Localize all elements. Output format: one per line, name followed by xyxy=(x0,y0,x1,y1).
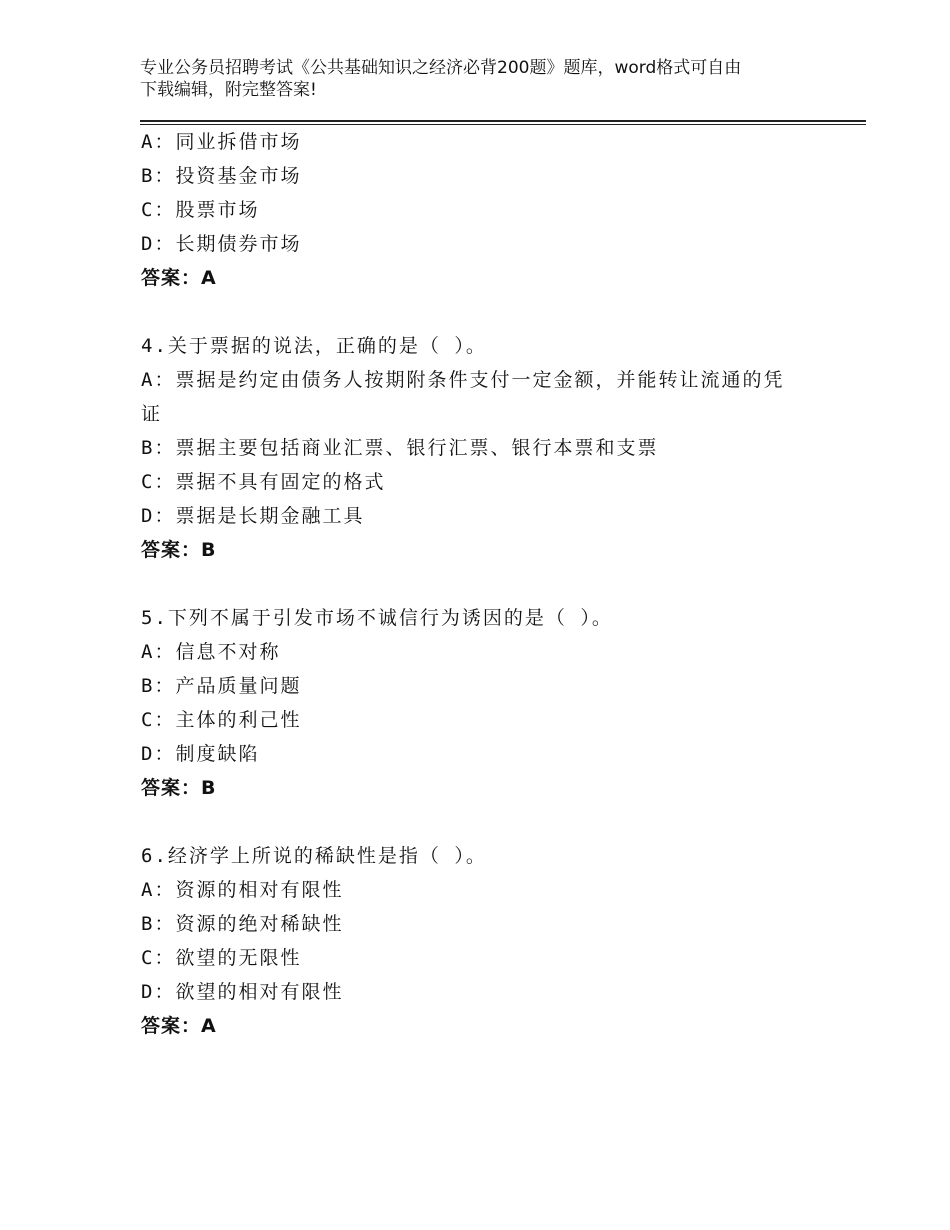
header-divider-thick xyxy=(140,120,866,122)
question-5 xyxy=(141,601,821,805)
answer-label: 答案：A xyxy=(141,267,217,289)
option-d: D：欲望的相对有限性 xyxy=(141,981,344,1003)
option-d: D：制度缺陷 xyxy=(141,743,260,765)
option-a: A：票据是约定由债务人按期附条件支付一定金额，并能转让流通的凭 xyxy=(141,369,785,391)
spacer xyxy=(141,805,821,839)
option-b: B：投资基金市场 xyxy=(141,165,302,187)
option-d: D：票据是长期金融工具 xyxy=(141,505,365,527)
question-list xyxy=(141,125,821,1043)
option-c: C：主体的利己性 xyxy=(141,709,302,731)
option-c: C：票据不具有固定的格式 xyxy=(141,471,386,493)
option-b: B：产品质量问题 xyxy=(141,675,302,697)
question-stem: 5.下列不属于引发市场不诚信行为诱因的是（ ）。 xyxy=(141,607,613,629)
option-a: A：信息不对称 xyxy=(141,641,281,663)
option-a-continued: 证 xyxy=(141,403,163,425)
answer-label: 答案：A xyxy=(141,1015,217,1037)
option-b: B：资源的绝对稀缺性 xyxy=(141,913,344,935)
spacer xyxy=(141,567,821,601)
question-stem: 4.关于票据的说法，正确的是（ ）。 xyxy=(141,335,487,357)
option-c: C：股票市场 xyxy=(141,199,260,221)
answer-label: 答案：B xyxy=(141,539,217,561)
question-6 xyxy=(141,839,821,1043)
option-a: A：同业拆借市场 xyxy=(141,131,302,153)
page-header xyxy=(140,57,820,101)
answer-label: 答案：B xyxy=(141,777,217,799)
option-d: D：长期债券市场 xyxy=(141,233,302,255)
spacer xyxy=(141,295,821,329)
option-c: C：欲望的无限性 xyxy=(141,947,302,969)
question-stem: 6.经济学上所说的稀缺性是指（ ）。 xyxy=(141,845,487,867)
header-line-1: 专业公务员招聘考试《公共基础知识之经济必背200题》题库，word格式可自由 xyxy=(140,58,742,78)
option-a: A：资源的相对有限性 xyxy=(141,879,344,901)
header-line-2: 下载编辑，附完整答案! xyxy=(140,80,317,100)
option-b: B：票据主要包括商业汇票、银行汇票、银行本票和支票 xyxy=(141,437,659,459)
question-3 xyxy=(141,125,821,295)
question-4 xyxy=(141,329,821,567)
